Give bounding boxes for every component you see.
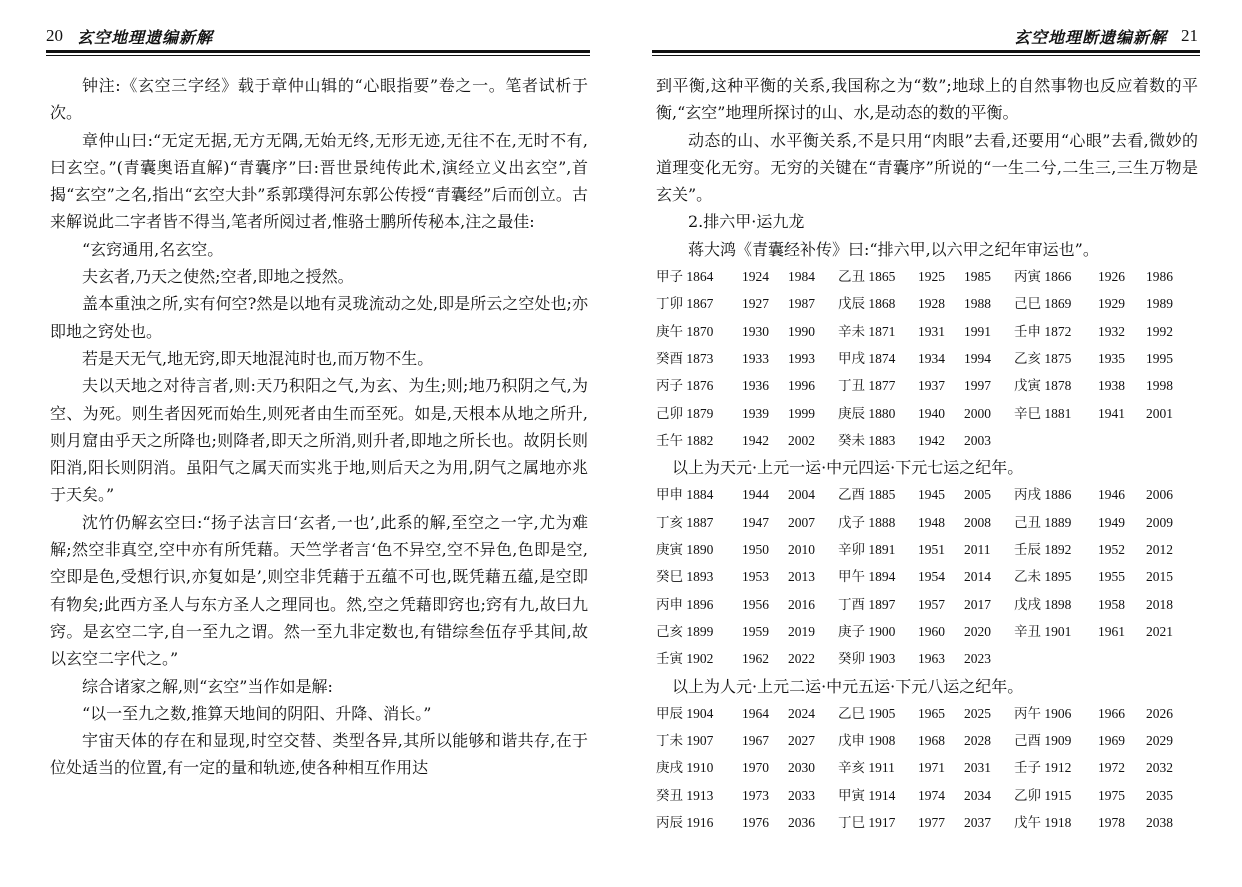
table-cell: 1961 <box>1098 623 1125 639</box>
table-row <box>656 509 1198 536</box>
table-cell: 2007 <box>788 514 815 530</box>
table-cell: 庚辰 1880 <box>838 405 896 421</box>
paragraph: 夫玄者,乃天之使然;空者,即地之授然。 <box>82 267 354 287</box>
year-table-tianyuan <box>656 263 1198 454</box>
table-cell: 丁亥 1887 <box>656 514 714 530</box>
table-cell: 1959 <box>742 623 769 639</box>
table-cell: 甲辰 1904 <box>656 705 714 721</box>
table-cell: 1931 <box>918 323 945 339</box>
table-row <box>656 318 1198 345</box>
table-cell: 2037 <box>964 815 991 831</box>
table-cell: 壬辰 1892 <box>1014 542 1072 558</box>
table-cell: 2009 <box>1146 514 1173 530</box>
table-cell: 甲戌 1874 <box>838 350 896 366</box>
table-cell: 2025 <box>964 705 991 721</box>
table-cell: 辛丑 1901 <box>1014 623 1072 639</box>
table-cell: 1941 <box>1098 405 1125 421</box>
table-cell: 1952 <box>1098 542 1125 558</box>
table-cell: 1960 <box>918 623 945 639</box>
paragraph: 盖本重浊之所,实有何空?然是以地有灵珑流动之处,即是所云之空处也;亦即地之窍处也。 <box>50 294 588 341</box>
table-cell: 1957 <box>918 596 945 612</box>
table-cell: 丁卯 1867 <box>656 296 714 312</box>
table-row <box>656 754 1198 781</box>
table-cell: 乙未 1895 <box>1014 569 1072 585</box>
table-cell: 戊戌 1898 <box>1014 596 1072 612</box>
table-cell: 2035 <box>1146 787 1173 803</box>
table-cell: 1942 <box>742 432 769 448</box>
table-cell: 丙辰 1916 <box>656 815 714 831</box>
paragraph: 若是天无气,地无窍,即天地混沌时也,而万物不生。 <box>82 348 434 368</box>
table-row <box>656 427 1198 454</box>
table-cell: 丙戌 1886 <box>1014 487 1072 503</box>
table-cell: 1969 <box>1098 733 1125 749</box>
table-cell: 2012 <box>1146 542 1173 558</box>
table-cell: 1993 <box>788 350 815 366</box>
left-page-header <box>46 22 592 50</box>
table-cell: 戊辰 1868 <box>838 296 896 312</box>
table-cell: 1927 <box>742 296 769 312</box>
table-cell: 1932 <box>1098 323 1125 339</box>
table-cell: 2024 <box>788 705 815 721</box>
table-cell: 2026 <box>1146 705 1173 721</box>
table-cell: 乙丑 1865 <box>838 269 896 285</box>
table-cell: 1978 <box>1098 815 1125 831</box>
table-cell: 甲子 1864 <box>656 269 714 285</box>
table-row <box>656 481 1198 508</box>
table-row <box>656 727 1198 754</box>
table-cell: 己丑 1889 <box>1014 514 1072 530</box>
table-cell: 1966 <box>1098 705 1125 721</box>
table-cell: 1990 <box>788 323 815 339</box>
table-cell: 己卯 1879 <box>656 405 714 421</box>
year-table-body <box>656 263 1198 454</box>
table-cell: 1935 <box>1098 350 1125 366</box>
table-cell: 1930 <box>742 323 769 339</box>
table-cell: 1995 <box>1146 350 1173 366</box>
table-row <box>656 809 1198 836</box>
paragraph: 钟注:《玄空三字经》载于章仲山辑的“心眼指要”卷之一。笔者试析于次。 <box>50 76 588 123</box>
table-cell: 1951 <box>918 542 945 558</box>
table-row <box>656 782 1198 809</box>
table-cell: 1933 <box>742 350 769 366</box>
table-cell: 1974 <box>918 787 945 803</box>
table-cell: 己亥 1899 <box>656 623 714 639</box>
table-cell: 辛巳 1881 <box>1014 405 1072 421</box>
section-heading: 2.排六甲·运九龙 <box>688 212 805 232</box>
table-cell: 2008 <box>964 514 991 530</box>
table-cell: 1953 <box>742 569 769 585</box>
table-cell: 丁巳 1917 <box>838 815 896 831</box>
table-row <box>656 290 1198 317</box>
table-cell: 2015 <box>1146 569 1173 585</box>
table-cell: 1971 <box>918 760 945 776</box>
right-page-header <box>652 22 1198 50</box>
paragraph: 宇宙天体的存在和显现,时空交替、类型各异,其所以能够和谐共存,在于位处适当的位置,有一定的量和轨迹,使各种相互作用达 <box>50 731 588 778</box>
table-cell: 2030 <box>788 760 815 776</box>
table-cell: 1987 <box>788 296 815 312</box>
table-cell: 2027 <box>788 733 815 749</box>
table-cell <box>1146 427 1198 454</box>
table-cell: 丁酉 1897 <box>838 596 896 612</box>
table-cell: 戊寅 1878 <box>1014 378 1072 394</box>
table-cell: 2005 <box>964 487 991 503</box>
table-cell: 1947 <box>742 514 769 530</box>
table-cell: 1992 <box>1146 323 1173 339</box>
table-row <box>656 591 1198 618</box>
paragraph: 蒋大鸿《青囊经补传》曰:“排六甲,以六甲之纪年审运也”。 <box>688 239 1099 259</box>
table-cell: 1954 <box>918 569 945 585</box>
left-page <box>0 0 620 887</box>
table-cell: 1950 <box>742 542 769 558</box>
table-cell: 戊申 1908 <box>838 733 896 749</box>
table-cell: 1999 <box>788 405 815 421</box>
table-cell: 乙酉 1885 <box>838 487 896 503</box>
table-cell: 2033 <box>788 787 815 803</box>
table-cell: 1964 <box>742 705 769 721</box>
table-cell: 庚子 1900 <box>838 623 896 639</box>
table-cell: 1986 <box>1146 269 1173 285</box>
table-row <box>656 372 1198 399</box>
table-cell: 1984 <box>788 269 815 285</box>
table-cell: 戊子 1888 <box>838 514 896 530</box>
table-cell: 丁未 1907 <box>656 733 714 749</box>
table-summary: 以上为天元·上元一运·中元四运·下元七运之纪年。 <box>672 458 1024 478</box>
table-cell: 乙亥 1875 <box>1014 350 1072 366</box>
year-table-renyuan <box>656 481 1198 672</box>
table-cell: 2028 <box>964 733 991 749</box>
table-row <box>656 536 1198 563</box>
table-cell: 1997 <box>964 378 991 394</box>
table-cell: 2010 <box>788 542 815 558</box>
table-cell: 1962 <box>742 651 769 667</box>
table-cell: 丁丑 1877 <box>838 378 896 394</box>
table-cell: 1945 <box>918 487 945 503</box>
table-cell: 1938 <box>1098 378 1125 394</box>
table-row <box>656 345 1198 372</box>
table-cell: 1937 <box>918 378 945 394</box>
year-table-diyuan <box>656 700 1198 836</box>
right-running-title: 玄空地理断遗编新解 <box>1013 27 1167 47</box>
year-table-body <box>656 481 1198 672</box>
table-cell: 2036 <box>788 815 815 831</box>
table-cell: 辛未 1871 <box>838 323 896 339</box>
table-cell: 庚寅 1890 <box>656 542 714 558</box>
table-cell: 1988 <box>964 296 991 312</box>
table-cell: 癸未 1883 <box>838 432 896 448</box>
table-cell: 1955 <box>1098 569 1125 585</box>
table-cell: 2034 <box>964 787 991 803</box>
table-cell: 2013 <box>788 569 815 585</box>
right-header-rule <box>652 50 1200 56</box>
table-row <box>656 563 1198 590</box>
table-cell: 1942 <box>918 432 945 448</box>
table-cell: 丙寅 1866 <box>1014 269 1072 285</box>
left-page-number: 20 <box>46 26 63 45</box>
table-cell: 2019 <box>788 623 815 639</box>
right-page-number: 21 <box>1181 26 1198 45</box>
table-cell: 2021 <box>1146 623 1173 639</box>
table-cell: 1965 <box>918 705 945 721</box>
table-cell: 1944 <box>742 487 769 503</box>
paragraph: 动态的山、水平衡关系,不是只用“肉眼”去看,还要用“心眼”去看,微妙的道理变化无穷。无穷的关键在“青囊序”所说的“一生二兮,二生三,三生万物是玄关”。 <box>656 130 1198 205</box>
table-cell: 2018 <box>1146 596 1173 612</box>
table-cell: 1949 <box>1098 514 1125 530</box>
table-cell: 壬寅 1902 <box>656 651 714 667</box>
left-body-text <box>50 72 588 782</box>
table-cell: 2000 <box>964 405 991 421</box>
table-cell: 2017 <box>964 596 991 612</box>
table-cell: 1924 <box>742 269 769 285</box>
table-cell: 2004 <box>788 487 815 503</box>
table-cell: 2016 <box>788 596 815 612</box>
table-cell: 1975 <box>1098 787 1125 803</box>
table-cell: 2001 <box>1146 405 1173 421</box>
table-cell: 1928 <box>918 296 945 312</box>
table-cell: 辛卯 1891 <box>838 542 896 558</box>
table-cell: 庚戌 1910 <box>656 760 714 776</box>
table-cell: 1972 <box>1098 760 1125 776</box>
table-row <box>656 263 1198 290</box>
table-cell: 2038 <box>1146 815 1173 831</box>
table-cell: 壬子 1912 <box>1014 760 1072 776</box>
table-cell: 辛亥 1911 <box>838 760 895 776</box>
left-running-title: 玄空地理遗编新解 <box>77 27 214 47</box>
table-row <box>656 645 1198 672</box>
table-cell: 己酉 1909 <box>1014 733 1072 749</box>
table-cell <box>1098 645 1146 672</box>
table-cell: 1963 <box>918 651 945 667</box>
table-cell: 壬申 1872 <box>1014 323 1072 339</box>
table-cell: 1991 <box>964 323 991 339</box>
table-cell: 1998 <box>1146 378 1173 394</box>
table-cell: 1940 <box>918 405 945 421</box>
table-cell <box>1014 427 1098 454</box>
paragraph: 夫以天地之对待言者,则:天乃积阳之气,为玄、为生;则;地乃积阴之气,为空、为死。则生者因死而始生,则死者由生而至死。如是,天根本从地之所升,则月窟由乎天之所降也;则降者,即天之所消,则升者,即地之所长也。故阴长则阳消,阳长则阴消。虽阳气之属天而实兆于地,则后天之为用,阴气之属地亦兆于天矣。” <box>50 376 588 505</box>
table-cell: 甲寅 1914 <box>838 787 896 803</box>
table-row <box>656 700 1198 727</box>
paragraph: 沈竹仍解玄空曰:“扬子法言曰‘玄者,一也’,此系的解,至空之一字,尤为难解;然空非真空,空中亦有所凭藉。天竺学者言‘色不异空,空不异色,色即是空,空即是色,受想行识,亦复如是’,则空非凭藉于五蕴不可也,既凭藉五蕴,是空即有物矣;此西方圣人与东方圣人之理同也。然,空之凭藉即窍也;窍有九,故曰九窍。是玄空二字,自一至九之谓。然一至九非定数也,有错综叁伍存乎其间,故以玄空二字代之。” <box>50 512 588 669</box>
table-cell: 2020 <box>964 623 991 639</box>
table-cell: 1934 <box>918 350 945 366</box>
table-cell: 1939 <box>742 405 769 421</box>
table-cell: 1956 <box>742 596 769 612</box>
table-cell: 1967 <box>742 733 769 749</box>
table-cell: 1970 <box>742 760 769 776</box>
table-cell: 2014 <box>964 569 991 585</box>
left-header-rule <box>46 50 590 56</box>
table-cell: 己巳 1869 <box>1014 296 1072 312</box>
table-cell <box>1014 645 1098 672</box>
table-cell: 壬午 1882 <box>656 432 714 448</box>
table-row <box>656 618 1198 645</box>
table-summary: 以上为人元·上元二运·中元五运·下元八运之纪年。 <box>672 676 1024 696</box>
table-cell: 2022 <box>788 651 815 667</box>
paragraph: 综合诸家之解,则“玄空”当作如是解: <box>82 676 333 696</box>
table-cell: 丙子 1876 <box>656 378 714 394</box>
table-cell: 1925 <box>918 269 945 285</box>
year-table-body <box>656 700 1198 836</box>
table-cell: 丙申 1896 <box>656 596 714 612</box>
table-cell: 1985 <box>964 269 991 285</box>
table-cell: 2006 <box>1146 487 1173 503</box>
table-cell: 乙卯 1915 <box>1014 787 1072 803</box>
table-cell: 甲申 1884 <box>656 487 714 503</box>
paragraph: 到平衡,这种平衡的关系,我国称之为“数”;地球上的自然事物也反应着数的平衡,“玄空”地理所探讨的山、水,是动态的数的平衡。 <box>656 76 1198 123</box>
table-cell: 1948 <box>918 514 945 530</box>
table-cell: 2003 <box>964 432 991 448</box>
table-cell: 癸酉 1873 <box>656 350 714 366</box>
paragraph: “以一至九之数,推算天地间的阴阳、升降、消长。” <box>82 703 432 723</box>
table-cell: 2032 <box>1146 760 1173 776</box>
table-cell: 丙午 1906 <box>1014 705 1072 721</box>
table-cell: 2002 <box>788 432 815 448</box>
table-cell: 1968 <box>918 733 945 749</box>
table-cell: 1977 <box>918 815 945 831</box>
table-cell <box>1098 427 1146 454</box>
table-cell: 2011 <box>964 542 991 558</box>
table-cell: 乙巳 1905 <box>838 705 896 721</box>
table-cell: 癸巳 1893 <box>656 569 714 585</box>
table-cell: 1958 <box>1098 596 1125 612</box>
table-cell: 2023 <box>964 651 991 667</box>
table-cell: 1926 <box>1098 269 1125 285</box>
table-cell: 庚午 1870 <box>656 323 714 339</box>
table-cell: 1929 <box>1098 296 1125 312</box>
table-cell: 1996 <box>788 378 815 394</box>
table-cell <box>1146 645 1198 672</box>
table-cell: 2031 <box>964 760 991 776</box>
table-cell: 1973 <box>742 787 769 803</box>
table-cell: 1989 <box>1146 296 1173 312</box>
table-cell: 1946 <box>1098 487 1125 503</box>
paragraph: 章仲山曰:“无定无据,无方无隅,无始无终,无形无迹,无往不在,无时不有,曰玄空。”(青囊奥语直解)“青囊序”曰:晋世景纯传此术,演经立义出玄空”,首揭“玄空”之名,指出“玄空大卦”系郭璞得河东郭公传授“青囊经”后而创立。古来解说此二字者皆不得当,笔者所阅过者,惟骆士鹏所传秘本,注之最佳: <box>50 130 588 232</box>
table-cell: 戊午 1918 <box>1014 815 1072 831</box>
table-cell: 癸丑 1913 <box>656 787 714 803</box>
table-cell: 甲午 1894 <box>838 569 896 585</box>
table-cell: 癸卯 1903 <box>838 651 896 667</box>
table-row <box>656 400 1198 427</box>
table-cell: 1994 <box>964 350 991 366</box>
right-page <box>622 0 1242 887</box>
table-cell: 1936 <box>742 378 769 394</box>
paragraph: “玄窍通用,名玄空。 <box>82 239 224 259</box>
table-cell: 2029 <box>1146 733 1173 749</box>
table-cell: 1976 <box>742 815 769 831</box>
right-body-text <box>656 72 1198 836</box>
